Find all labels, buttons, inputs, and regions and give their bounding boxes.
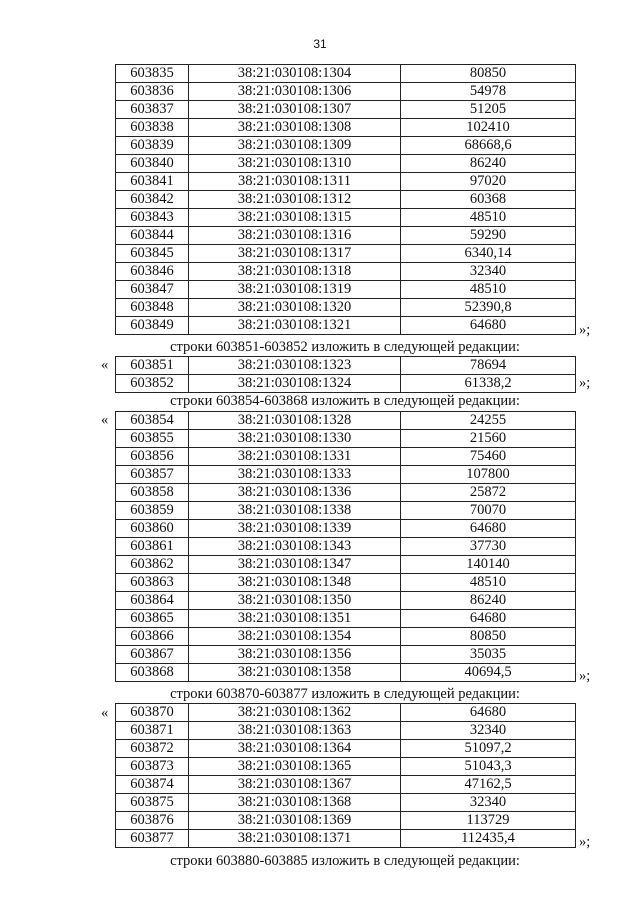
table-row bbox=[116, 556, 576, 574]
amendment-caption: строки 603880-603885 изложить в следующей редакции: bbox=[170, 853, 520, 869]
row-number-cell: 603851 bbox=[116, 357, 189, 375]
row-number-cell: 603874 bbox=[116, 776, 189, 794]
value-cell: 48510 bbox=[401, 209, 576, 227]
table-row bbox=[116, 538, 576, 556]
row-number-cell: 603846 bbox=[116, 263, 189, 281]
table-row bbox=[116, 412, 576, 430]
value-cell: 64680 bbox=[401, 317, 576, 335]
row-number-cell: 603868 bbox=[116, 664, 189, 682]
value-cell: 35035 bbox=[401, 646, 576, 664]
table-row bbox=[116, 794, 576, 812]
table-row bbox=[116, 758, 576, 776]
cadastral-number-cell: 38:21:030108:1350 bbox=[189, 592, 401, 610]
row-number-cell: 603861 bbox=[116, 538, 189, 556]
cadastral-number-cell: 38:21:030108:1331 bbox=[189, 448, 401, 466]
table-block-1 bbox=[115, 64, 576, 335]
value-cell: 40694,5 bbox=[401, 664, 576, 682]
value-cell: 80850 bbox=[401, 65, 576, 83]
cadastral-number-cell: 38:21:030108:1320 bbox=[189, 299, 401, 317]
value-cell: 64680 bbox=[401, 520, 576, 538]
row-number-cell: 603845 bbox=[116, 245, 189, 263]
row-number-cell: 603863 bbox=[116, 574, 189, 592]
cadastral-number-cell: 38:21:030108:1312 bbox=[189, 191, 401, 209]
cadastral-number-cell: 38:21:030108:1348 bbox=[189, 574, 401, 592]
table-row bbox=[116, 101, 576, 119]
row-number-cell: 603866 bbox=[116, 628, 189, 646]
row-number-cell: 603856 bbox=[116, 448, 189, 466]
row-number-cell: 603837 bbox=[116, 101, 189, 119]
value-cell: 70070 bbox=[401, 502, 576, 520]
cadastral-number-cell: 38:21:030108:1321 bbox=[189, 317, 401, 335]
cadastral-number-cell: 38:21:030108:1316 bbox=[189, 227, 401, 245]
row-number-cell: 603847 bbox=[116, 281, 189, 299]
table-row bbox=[116, 263, 576, 281]
value-cell: 25872 bbox=[401, 484, 576, 502]
value-cell: 60368 bbox=[401, 191, 576, 209]
cadastral-number-cell: 38:21:030108:1323 bbox=[189, 357, 401, 375]
cadastral-number-cell: 38:21:030108:1311 bbox=[189, 173, 401, 191]
table-row bbox=[116, 83, 576, 101]
row-number-cell: 603848 bbox=[116, 299, 189, 317]
row-number-cell: 603862 bbox=[116, 556, 189, 574]
cadastral-number-cell: 38:21:030108:1328 bbox=[189, 412, 401, 430]
opening-quote: « bbox=[101, 412, 109, 428]
table-row bbox=[116, 776, 576, 794]
cadastral-number-cell: 38:21:030108:1304 bbox=[189, 65, 401, 83]
table-block-4 bbox=[115, 703, 576, 848]
value-cell: 97020 bbox=[401, 173, 576, 191]
value-cell: 102410 bbox=[401, 119, 576, 137]
row-number-cell: 603872 bbox=[116, 740, 189, 758]
cadastral-number-cell: 38:21:030108:1368 bbox=[189, 794, 401, 812]
table-row bbox=[116, 357, 576, 375]
cadastral-number-cell: 38:21:030108:1338 bbox=[189, 502, 401, 520]
table-row bbox=[116, 209, 576, 227]
amendment-caption: строки 603854-603868 изложить в следующей редакции: bbox=[170, 393, 520, 409]
table-row bbox=[116, 722, 576, 740]
cadastral-number-cell: 38:21:030108:1343 bbox=[189, 538, 401, 556]
row-number-cell: 603875 bbox=[116, 794, 189, 812]
cadastral-number-cell: 38:21:030108:1310 bbox=[189, 155, 401, 173]
closing-quote: »; bbox=[579, 375, 591, 391]
table-row bbox=[116, 520, 576, 538]
value-cell: 37730 bbox=[401, 538, 576, 556]
cadastral-number-cell: 38:21:030108:1354 bbox=[189, 628, 401, 646]
cadastral-number-cell: 38:21:030108:1307 bbox=[189, 101, 401, 119]
table-block-2 bbox=[115, 356, 576, 393]
value-cell: 68668,6 bbox=[401, 137, 576, 155]
cadastral-number-cell: 38:21:030108:1309 bbox=[189, 137, 401, 155]
row-number-cell: 603864 bbox=[116, 592, 189, 610]
table-row bbox=[116, 245, 576, 263]
page-number: 31 bbox=[313, 37, 327, 51]
row-number-cell: 603871 bbox=[116, 722, 189, 740]
table-row bbox=[116, 430, 576, 448]
table-row bbox=[116, 740, 576, 758]
row-number-cell: 603870 bbox=[116, 704, 189, 722]
row-number-cell: 603873 bbox=[116, 758, 189, 776]
row-number-cell: 603865 bbox=[116, 610, 189, 628]
value-cell: 107800 bbox=[401, 466, 576, 484]
value-cell: 86240 bbox=[401, 155, 576, 173]
value-cell: 51043,3 bbox=[401, 758, 576, 776]
table-row bbox=[116, 281, 576, 299]
cadastral-number-cell: 38:21:030108:1367 bbox=[189, 776, 401, 794]
table-row bbox=[116, 227, 576, 245]
cadastral-number-cell: 38:21:030108:1333 bbox=[189, 466, 401, 484]
value-cell: 61338,2 bbox=[401, 375, 576, 393]
value-cell: 54978 bbox=[401, 83, 576, 101]
row-number-cell: 603855 bbox=[116, 430, 189, 448]
value-cell: 24255 bbox=[401, 412, 576, 430]
amendment-caption: строки 603870-603877 изложить в следующей редакции: bbox=[170, 686, 520, 702]
cadastral-number-cell: 38:21:030108:1339 bbox=[189, 520, 401, 538]
row-number-cell: 603836 bbox=[116, 83, 189, 101]
value-cell: 48510 bbox=[401, 281, 576, 299]
table-row bbox=[116, 155, 576, 173]
row-number-cell: 603859 bbox=[116, 502, 189, 520]
table-row bbox=[116, 137, 576, 155]
table-row bbox=[116, 664, 576, 682]
value-cell: 47162,5 bbox=[401, 776, 576, 794]
cadastral-number-cell: 38:21:030108:1336 bbox=[189, 484, 401, 502]
value-cell: 32340 bbox=[401, 794, 576, 812]
table-row bbox=[116, 484, 576, 502]
cadastral-number-cell: 38:21:030108:1306 bbox=[189, 83, 401, 101]
cadastral-number-cell: 38:21:030108:1371 bbox=[189, 830, 401, 848]
value-cell: 113729 bbox=[401, 812, 576, 830]
table-row bbox=[116, 375, 576, 393]
table-row bbox=[116, 317, 576, 335]
closing-quote: »; bbox=[579, 322, 591, 338]
value-cell: 64680 bbox=[401, 704, 576, 722]
cadastral-number-cell: 38:21:030108:1319 bbox=[189, 281, 401, 299]
value-cell: 112435,4 bbox=[401, 830, 576, 848]
table-row bbox=[116, 119, 576, 137]
table-row bbox=[116, 610, 576, 628]
value-cell: 51097,2 bbox=[401, 740, 576, 758]
row-number-cell: 603858 bbox=[116, 484, 189, 502]
closing-quote: »; bbox=[579, 668, 591, 684]
value-cell: 140140 bbox=[401, 556, 576, 574]
table-block-3 bbox=[115, 411, 576, 682]
row-number-cell: 603841 bbox=[116, 173, 189, 191]
table-row bbox=[116, 812, 576, 830]
value-cell: 52390,8 bbox=[401, 299, 576, 317]
row-number-cell: 603835 bbox=[116, 65, 189, 83]
cadastral-number-cell: 38:21:030108:1365 bbox=[189, 758, 401, 776]
row-number-cell: 603867 bbox=[116, 646, 189, 664]
table-row bbox=[116, 299, 576, 317]
value-cell: 6340,14 bbox=[401, 245, 576, 263]
table-row bbox=[116, 502, 576, 520]
value-cell: 48510 bbox=[401, 574, 576, 592]
cadastral-number-cell: 38:21:030108:1308 bbox=[189, 119, 401, 137]
cadastral-number-cell: 38:21:030108:1351 bbox=[189, 610, 401, 628]
cadastral-number-cell: 38:21:030108:1317 bbox=[189, 245, 401, 263]
table-row bbox=[116, 191, 576, 209]
value-cell: 86240 bbox=[401, 592, 576, 610]
opening-quote: « bbox=[101, 357, 109, 373]
cadastral-number-cell: 38:21:030108:1330 bbox=[189, 430, 401, 448]
table-row bbox=[116, 466, 576, 484]
value-cell: 64680 bbox=[401, 610, 576, 628]
row-number-cell: 603849 bbox=[116, 317, 189, 335]
row-number-cell: 603876 bbox=[116, 812, 189, 830]
value-cell: 75460 bbox=[401, 448, 576, 466]
table-row bbox=[116, 592, 576, 610]
row-number-cell: 603844 bbox=[116, 227, 189, 245]
row-number-cell: 603854 bbox=[116, 412, 189, 430]
table-row bbox=[116, 574, 576, 592]
value-cell: 80850 bbox=[401, 628, 576, 646]
row-number-cell: 603860 bbox=[116, 520, 189, 538]
row-number-cell: 603852 bbox=[116, 375, 189, 393]
table-row bbox=[116, 628, 576, 646]
row-number-cell: 603842 bbox=[116, 191, 189, 209]
table-row bbox=[116, 646, 576, 664]
row-number-cell: 603839 bbox=[116, 137, 189, 155]
table-row bbox=[116, 704, 576, 722]
row-number-cell: 603857 bbox=[116, 466, 189, 484]
value-cell: 59290 bbox=[401, 227, 576, 245]
table-row bbox=[116, 65, 576, 83]
cadastral-number-cell: 38:21:030108:1318 bbox=[189, 263, 401, 281]
table-row bbox=[116, 448, 576, 466]
value-cell: 51205 bbox=[401, 101, 576, 119]
value-cell: 32340 bbox=[401, 722, 576, 740]
value-cell: 78694 bbox=[401, 357, 576, 375]
cadastral-number-cell: 38:21:030108:1358 bbox=[189, 664, 401, 682]
table-row bbox=[116, 173, 576, 191]
value-cell: 21560 bbox=[401, 430, 576, 448]
cadastral-number-cell: 38:21:030108:1356 bbox=[189, 646, 401, 664]
row-number-cell: 603843 bbox=[116, 209, 189, 227]
row-number-cell: 603877 bbox=[116, 830, 189, 848]
cadastral-number-cell: 38:21:030108:1363 bbox=[189, 722, 401, 740]
row-number-cell: 603838 bbox=[116, 119, 189, 137]
amendment-caption: строки 603851-603852 изложить в следующей редакции: bbox=[170, 339, 520, 355]
cadastral-number-cell: 38:21:030108:1315 bbox=[189, 209, 401, 227]
cadastral-number-cell: 38:21:030108:1324 bbox=[189, 375, 401, 393]
cadastral-number-cell: 38:21:030108:1364 bbox=[189, 740, 401, 758]
value-cell: 32340 bbox=[401, 263, 576, 281]
closing-quote: »; bbox=[579, 834, 591, 850]
table-row bbox=[116, 830, 576, 848]
cadastral-number-cell: 38:21:030108:1347 bbox=[189, 556, 401, 574]
row-number-cell: 603840 bbox=[116, 155, 189, 173]
cadastral-number-cell: 38:21:030108:1362 bbox=[189, 704, 401, 722]
opening-quote: « bbox=[101, 705, 109, 721]
cadastral-number-cell: 38:21:030108:1369 bbox=[189, 812, 401, 830]
